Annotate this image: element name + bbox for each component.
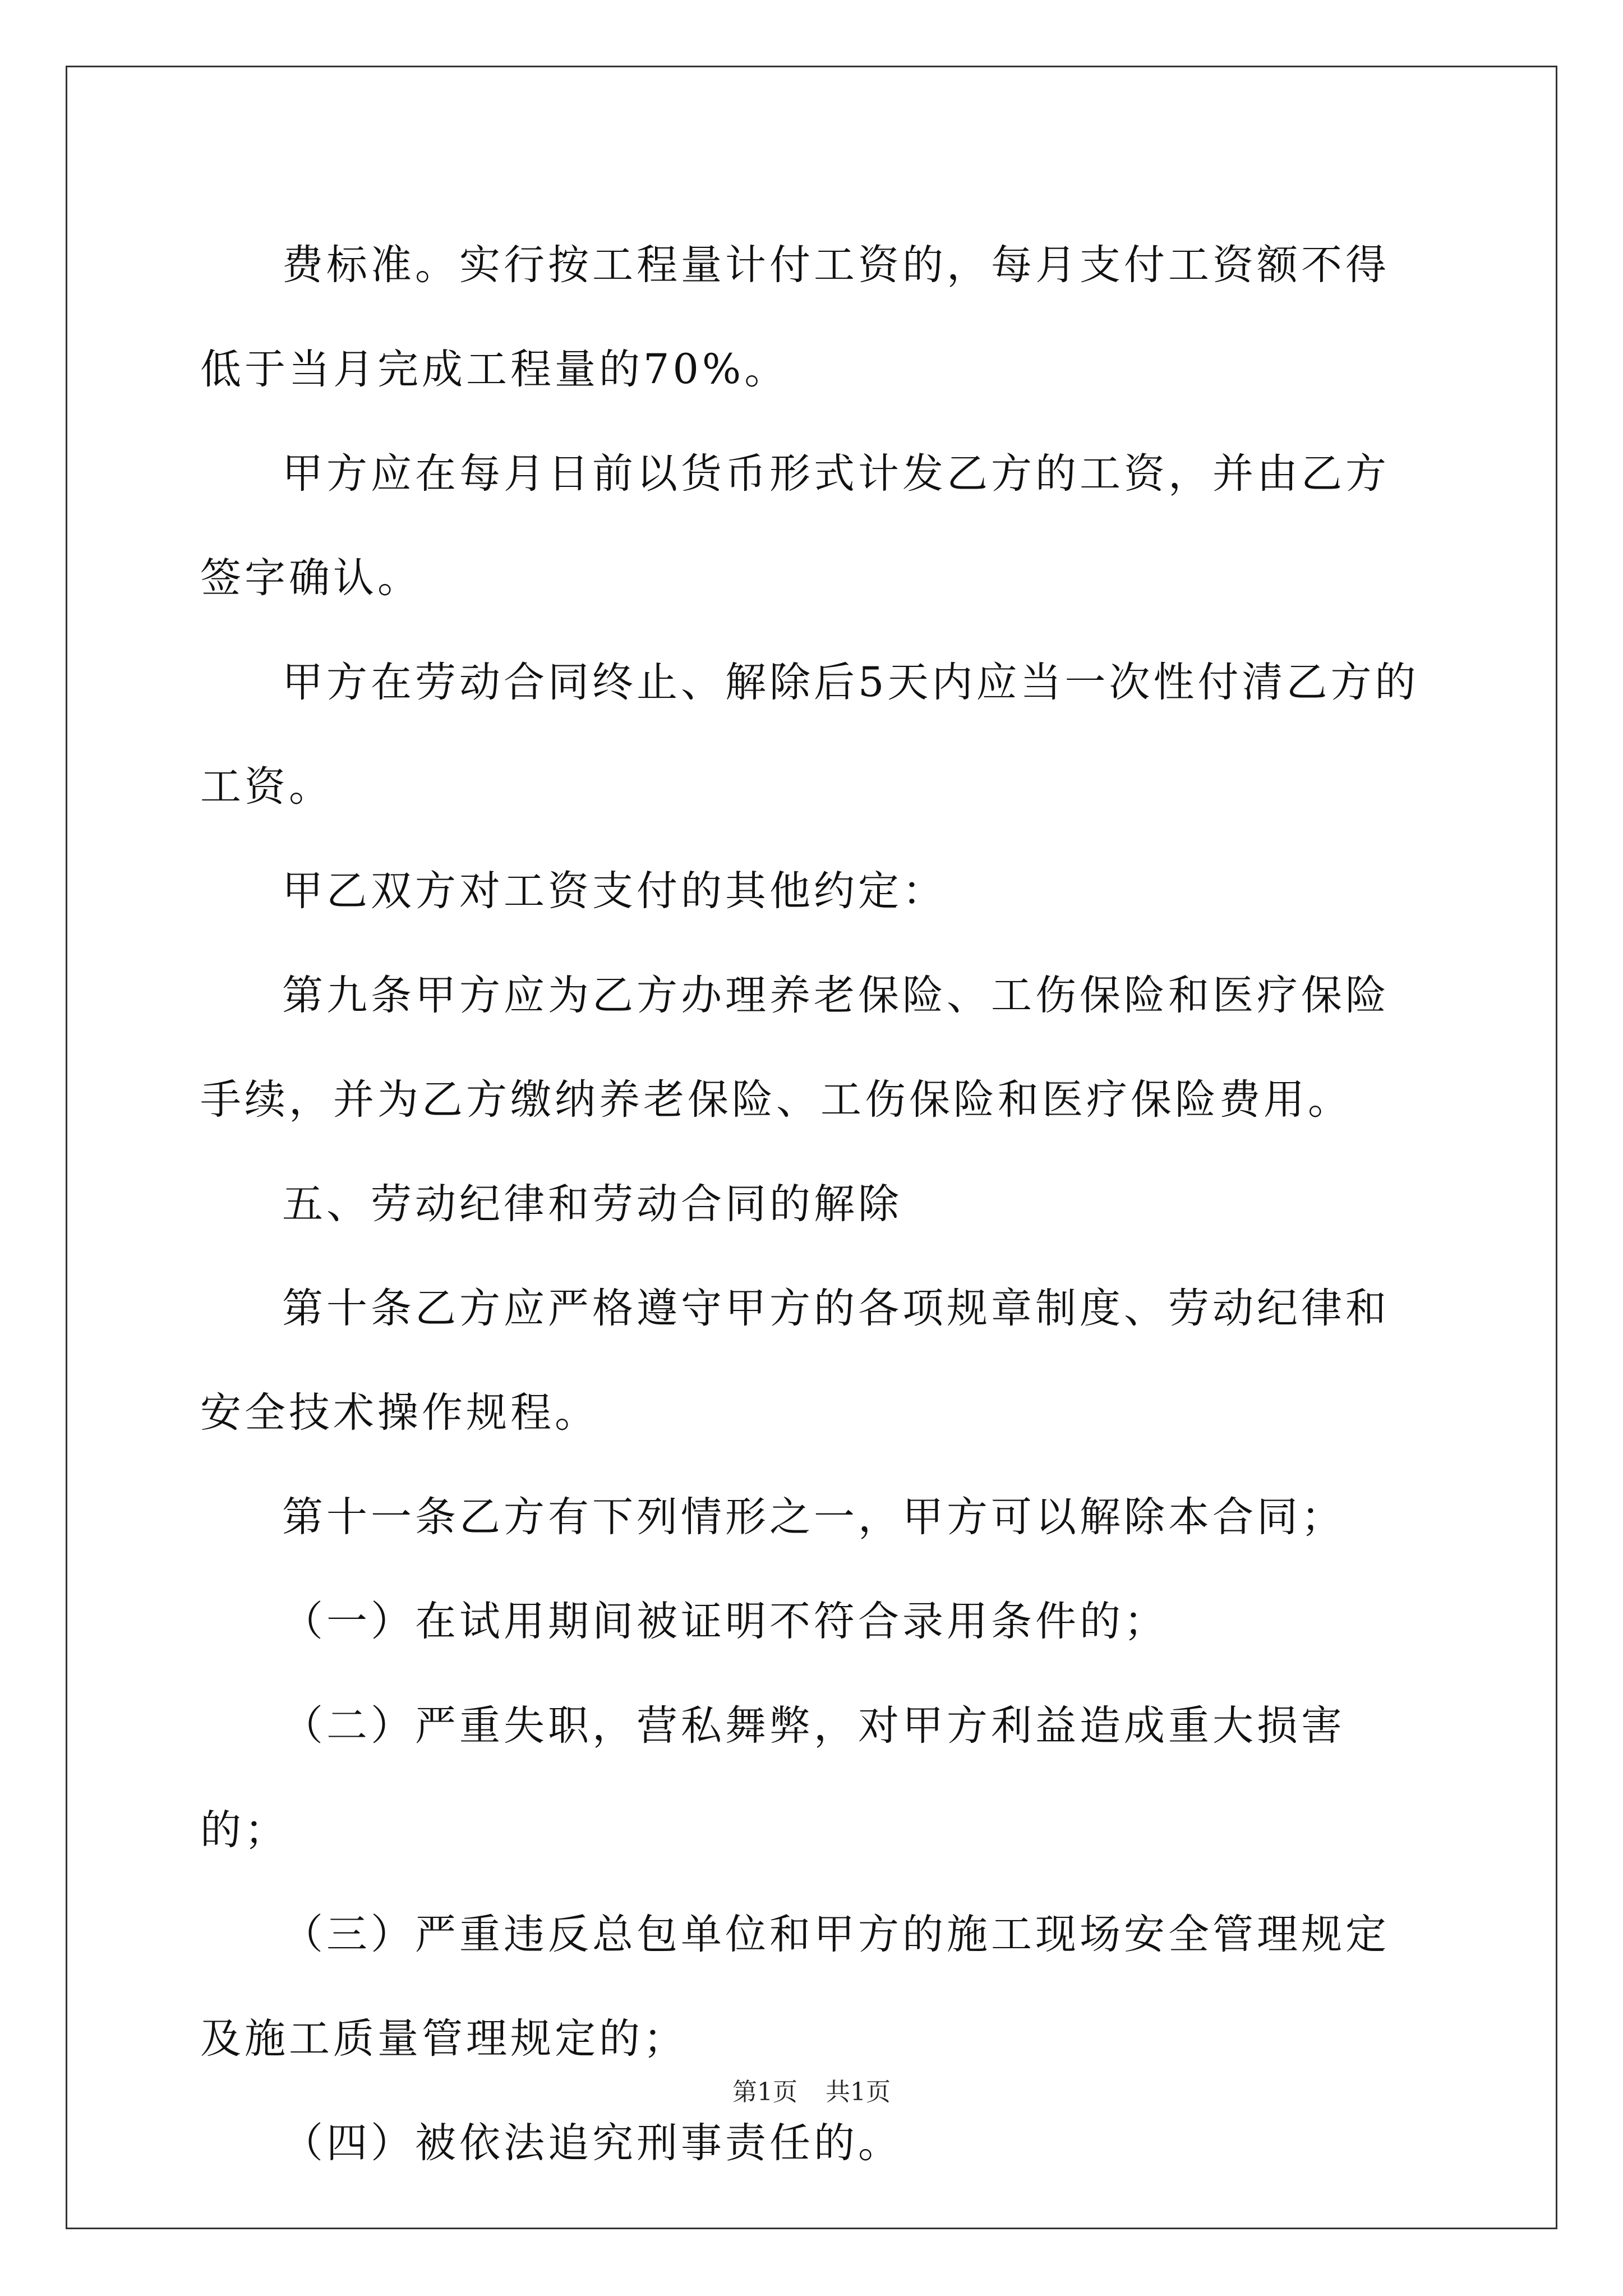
list-item-3: （三）严重违反总包单位和甲方的施工现场安全管理规定及施工质量管理规定的； [200, 1911, 1390, 2063]
list-item-2: （二）严重失职，营私舞弊，对甲方利益造成重大损害的； [200, 1702, 1345, 1854]
paragraph-article-10: 第十条乙方应严格遵守甲方的各项规章制度、劳动纪律和安全技术操作规程。 [200, 1285, 1390, 1437]
paragraph-other-agreements: 甲乙双方对工资支付的其他约定： [282, 867, 947, 915]
paragraph-article-11: 第十一条乙方有下列情形之一，甲方可以解除本合同； [282, 1493, 1345, 1541]
list-item-4: （四）被依法追究刑事责任的。 [282, 2119, 902, 2167]
paragraph-article-9: 第九条甲方应为乙方办理养老保险、工伤保险和医疗保险手续，并为乙方缴纳养老保险、工伤保险和医疗保险费用。 [200, 972, 1390, 1124]
paragraph-monthly-payment: 甲方应在每月日前以货币形式计发乙方的工资，并由乙方签字确认。 [200, 450, 1390, 602]
paragraph-final-payment: 甲方在劳动合同终止、解除后5天内应当一次性付清乙方的工资。 [200, 659, 1419, 811]
page-number-total: 共1页 [826, 2078, 891, 2106]
list-item-1: （一）在试用期间被证明不符合录用条件的； [282, 1598, 1168, 1645]
paragraph-wage-standard: 费标准。实行按工程量计付工资的，每月支付工资额不得低于当月完成工程量的70%。 [200, 241, 1390, 393]
document-body [200, 213, 1428, 2196]
section-heading-5: 五、劳动纪律和劳动合同的解除 [282, 1180, 902, 1228]
page-footer [0, 2076, 1623, 2109]
page-number-current: 第1页 [732, 2078, 797, 2106]
